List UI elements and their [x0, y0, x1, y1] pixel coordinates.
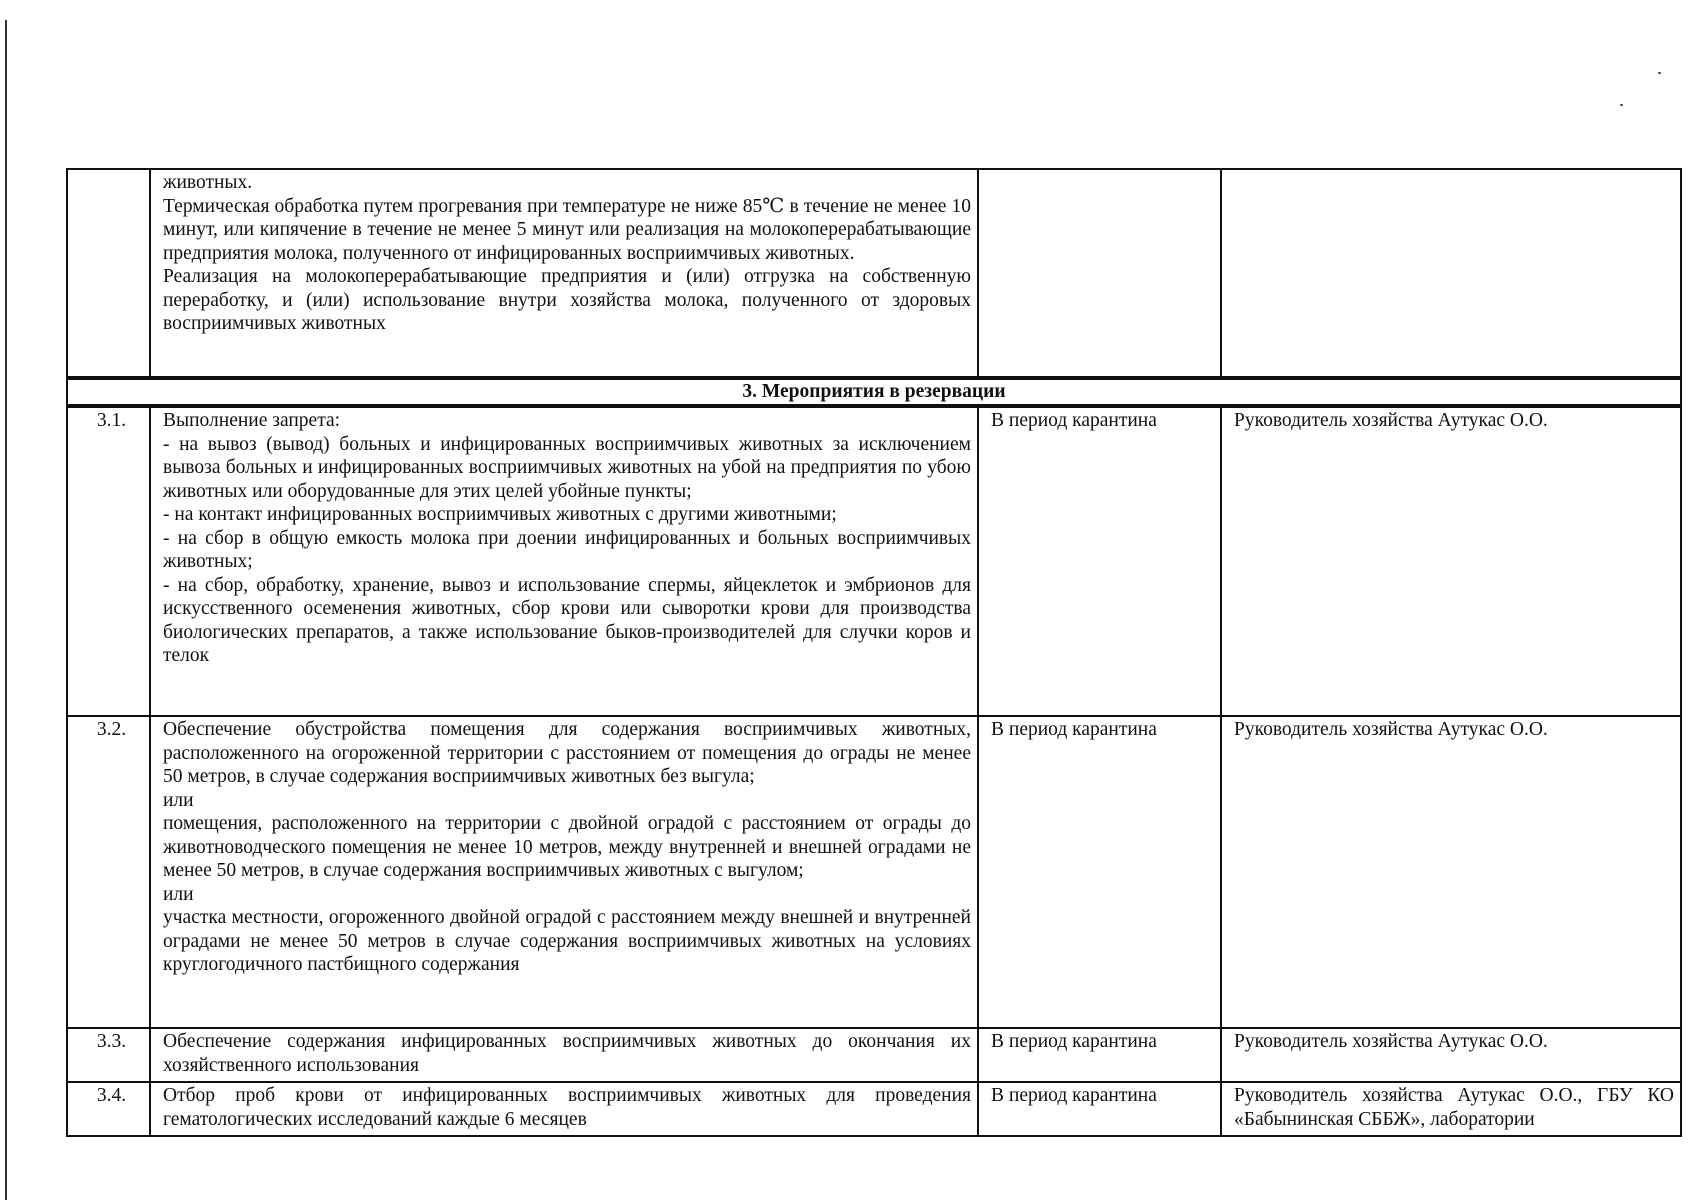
activity-line: помещения, расположенного на территории с двойной оградой с расстоянием от ограды до животноводческого помещения не менее 10 метров, между внутренней и внешней оградами не менее 50 метров, в случае содержания восприимчивых животных с выгулом; [163, 813, 971, 881]
responsible-cell: Руководитель хозяйства Аутукас О.О. [1221, 406, 1681, 716]
activity-line: - на контакт инфицированных восприимчивых животных с другими животными; [163, 504, 837, 525]
activity-line: или [163, 789, 194, 811]
table-row-3-2 [67, 716, 1681, 1028]
responsible-cell: Руководитель хозяйства Аутукас О.О., ГБУ КО «Бабынинская СББЖ», лаборатории [1221, 1082, 1681, 1136]
activity-cell [150, 1028, 978, 1082]
activity-line: Выполнение запрета: [163, 410, 341, 431]
table-row-3-3 [67, 1028, 1681, 1082]
deadline-cell: В период карантина [978, 406, 1221, 716]
activity-cell [150, 1082, 978, 1136]
deadline-cell-empty [978, 169, 1221, 378]
responsible-cell: Руководитель хозяйства Аутукас О.О. [1221, 1028, 1681, 1082]
activity-line: Термическая обработка путем прогревания при температуре не ниже 85℃ в течение не менее 10 минут, или кипячение в течение не менее 5 минут или реализация на молокоперерабатывающие предприятия молока, полученного от инфицированных восприимчивых животных. [163, 195, 971, 264]
scan-speck [1658, 72, 1661, 74]
scan-left-edge [5, 20, 7, 1200]
scan-speck [1620, 104, 1623, 106]
activity-line: - на вывоз (вывод) больных и инфицированных восприимчивых животных за исключением вывоза больных и инфицированных восприимчивых животных на убой на предприятия по убою животных или оборудованные для этих целей убойные пункты; [163, 433, 971, 502]
deadline-cell: В период карантина [978, 716, 1221, 1028]
activity-cell [150, 406, 978, 716]
activity-line: Обеспечение обустройства помещения для содержания восприимчивых животных, расположенного на огороженной территории с расстоянием от помещения до ограды не менее 50 метров, в случае содержания восприимчивых животных без выгула; [163, 719, 971, 787]
row-number: 3.4. [67, 1082, 150, 1136]
activity-line: - на сбор в общую емкость молока при доении инфицированных и больных восприимчивых животных; [163, 527, 971, 572]
responsible-cell: Руководитель хозяйства Аутукас О.О. [1221, 716, 1681, 1028]
activity-line: животных. [163, 172, 253, 193]
row-number: 3.3. [67, 1028, 150, 1082]
activity-cell [150, 716, 978, 1028]
activity-line: участка местности, огороженного двойной оградой с расстоянием между внешней и внутренней оградами не менее 50 метров в случае содержания восприимчивых животных на условиях круглогодичного пастбищного содержания [163, 907, 971, 975]
section-title: 3. Мероприятия в резервации [67, 378, 1681, 406]
activity-cell [150, 169, 978, 378]
table-row-3-1 [67, 406, 1681, 716]
table-row-3-4 [67, 1082, 1681, 1136]
activity-line: или [163, 883, 194, 905]
activity-line: - на сбор, обработку, хранение, вывоз и использование спермы, яйцеклеток и эмбрионов для искусственного осеменения животных, сбор крови или сыворотки крови для производства биологических препаратов, а также использование быков-производителей для случки коров и телок [163, 574, 971, 666]
deadline-cell: В период карантина [978, 1082, 1221, 1136]
measures-table [66, 168, 1682, 1137]
section-header-row [67, 378, 1681, 406]
activity-line: Обеспечение содержания инфицированных восприимчивых животных до окончания их хозяйственного использования [163, 1031, 971, 1076]
activity-line: Реализация на молокоперерабатывающие предприятия и (или) отгрузка на собственную переработку, и (или) использование внутри хозяйства молока, полученного от здоровых восприимчивых животных [163, 266, 971, 334]
responsible-cell-empty [1221, 169, 1681, 378]
row-number: 3.2. [67, 716, 150, 1028]
activity-line: Отбор проб крови от инфицированных восприимчивых животных для проведения гематологических исследований каждые 6 месяцев [163, 1085, 971, 1130]
continuation-row [67, 169, 1681, 378]
row-number-empty [67, 169, 150, 378]
row-number: 3.1. [67, 406, 150, 716]
deadline-cell: В период карантина [978, 1028, 1221, 1082]
